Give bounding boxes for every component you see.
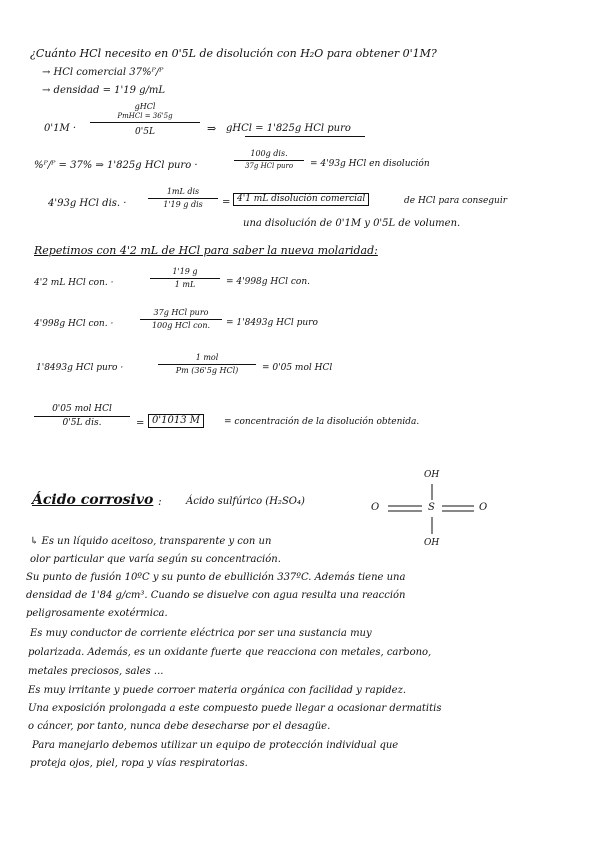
repeat-row3-prefix: 1'8493g HCl puro · — [36, 363, 124, 373]
acid-line-10: Una exposición prolongada a este compuesto puede llegar a ocasionar dermatitis — [28, 703, 442, 714]
calc3-den: 1'19 g dis — [163, 200, 203, 209]
acid-line-5: peligrosamente exotérmica. — [26, 608, 168, 619]
repeat-row2-prefix: 4'998g HCl con. · — [34, 319, 114, 329]
acid-line-11: o cáncer, por tanto, nunca debe desecharse por el desagüe. — [28, 721, 331, 732]
structure-right-o: O — [479, 502, 488, 513]
repeat-row4-den: 0'5L dis. — [62, 418, 102, 428]
calc1-num-bottom: PmHCl = 36'5g — [90, 113, 200, 123]
calc3-num: 1mL dis — [166, 187, 200, 196]
calc3-boxed-result: 4'1 mL disolución comercial — [233, 193, 369, 206]
calc1-den: 0'5L — [135, 127, 155, 137]
acid-line-2: olor particular que varía según su concentración. — [30, 554, 281, 565]
calc3-equals: = — [222, 197, 231, 208]
repeat-row2-num: 37g HCl puro — [153, 308, 209, 317]
calc3-rest-line2: una disolución de 0'1M y 0'5L de volumen. — [243, 218, 461, 229]
acid-line-8: metales preciosos, sales ... — [28, 666, 164, 677]
acid-line-7: polarizada. Además, es un oxidante fuerte que reacciona con metales, carbono, — [28, 647, 432, 658]
structure-top-oh: OH — [424, 470, 440, 480]
acid-line-12: Para manejarlo debemos utilizar un equipo de protección individual que — [32, 740, 399, 751]
repeat-row3-num: 1 mol — [195, 353, 219, 362]
repeat-row1-den: 1 mL — [174, 280, 196, 289]
calc3-rest-line1: de HCl para conseguir — [404, 196, 508, 206]
acid-name: Ácido sulfúrico (H₂SO₄) — [186, 496, 305, 507]
repeat-row1-result: = 4'998g HCl con. — [226, 277, 310, 287]
repeat-row1-num: 1'19 g — [172, 267, 198, 276]
repeat-row3-den: Pm (36'5g HCl) — [175, 366, 239, 375]
calc2-num: 100g dis. — [250, 149, 288, 158]
acid-line-6: Es muy conductor de corriente eléctrica por ser una sustancia muy — [30, 628, 372, 639]
calc1-result: gHCl = 1'825g HCl puro — [226, 123, 351, 134]
repeat-row4-boxed-result: 0'1013 M — [148, 414, 204, 428]
calc3-prefix: 4'93g HCl dis. · — [48, 198, 127, 209]
acid-title-colon: : — [158, 495, 162, 508]
calc2-den: 37g HCl puro — [244, 162, 294, 170]
calc1-arrow: ⇒ — [207, 122, 217, 135]
repeat-row1-prefix: 4'2 mL HCl con. · — [34, 278, 114, 288]
acid-line-13: proteja ojos, piel, ropa y vías respiratorias. — [30, 758, 248, 769]
calc2-result: = 4'93g HCl en disolución — [310, 159, 430, 169]
repeat-row4-num: 0'05 mol HCl — [52, 404, 112, 414]
repeat-heading: Repetimos con 4'2 mL de HCl para saber la nueva molaridad: — [34, 244, 378, 257]
repeat-row4-result: = concentración de la disolución obtenida. — [224, 417, 420, 427]
repeat-row2-den: 100g HCl con. — [151, 321, 211, 330]
acid-line-9: Es muy irritante y puede corroer materia orgánica con facilidad y rapidez. — [28, 685, 407, 696]
given-density: → densidad = 1'19 g/mL — [42, 85, 166, 96]
calc1-num-top: gHCl — [134, 102, 156, 111]
acid-title: Ácido corrosivo — [32, 492, 154, 508]
acid-line-3: Su punto de fusión 10ºC y su punto de ebullición 337ºC. Además tiene una — [26, 572, 406, 583]
question-text: ¿Cuánto HCl necesito en 0'5L de disolución con H₂O para obtener 0'1M? — [30, 47, 437, 60]
structure-center-s: S — [428, 502, 435, 513]
repeat-row4-equals: = — [136, 418, 145, 429]
structure-left-o: O — [371, 502, 380, 513]
repeat-row2-result: = 1'8493g HCl puro — [226, 318, 318, 328]
given-commercial: → HCl comercial 37%ᴾ/ᴾ — [42, 67, 164, 78]
calc2-prefix: %ᴾ/ᴾ = 37% ⇒ 1'825g HCl puro · — [34, 160, 198, 171]
structure-bottom-oh: OH — [424, 538, 440, 548]
acid-line-1: ↳ Es un líquido aceitoso, transparente y con un — [30, 536, 272, 547]
acid-line-4: densidad de 1'84 g/cm³. Cuando se disuelve con agua resulta una reacción — [26, 590, 406, 601]
repeat-row3-result: = 0'05 mol HCl — [262, 363, 333, 373]
calc1-prefix: 0'1M · — [44, 123, 77, 134]
